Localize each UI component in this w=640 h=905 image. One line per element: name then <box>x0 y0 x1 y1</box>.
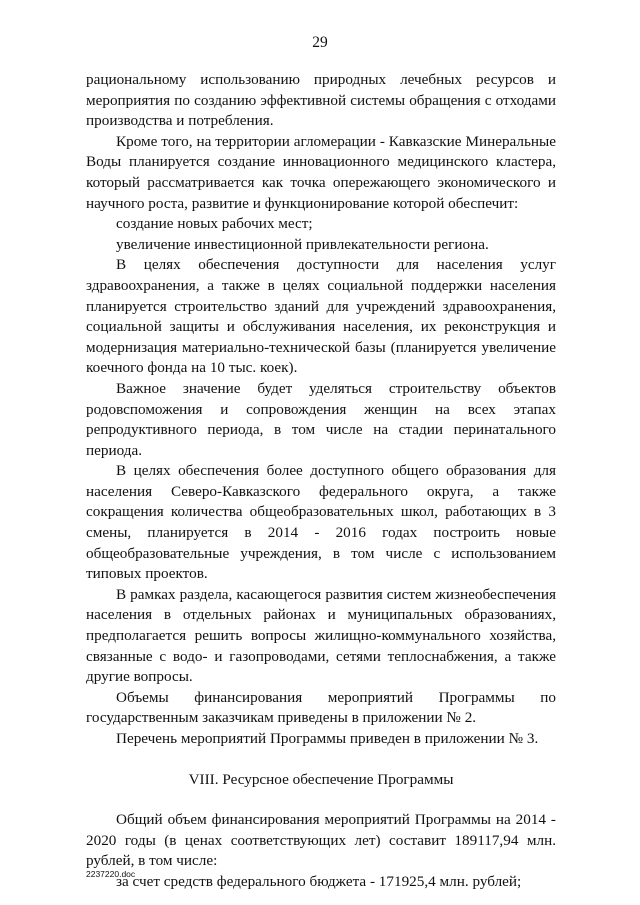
paragraph: В рамках раздела, касающегося развития систем жизнеобеспечения населения в отдельных районах и муниципальных образованиях, предполагается решить вопросы жилищно-коммунального хозяйства, связанные с водо- и газопроводами, сетями теплоснабжения, а также другие вопросы. <box>86 585 556 686</box>
paragraph: В целях обеспечения доступности для населения услуг здравоохранения, а также в целях социальной поддержки населения планируется строительство зданий для учреждений здравоохранения, социальной защиты и обслуживания населения, их реконструкция и модернизация материально-технической базы (планируется увеличение коечного фонда на 10 тыс. коек). <box>86 256 556 377</box>
paragraph: Объемы финансирования мероприятий Программы по государственным заказчикам приведены в приложении № 2. <box>86 688 556 727</box>
page-number: 29 <box>312 34 328 51</box>
section-heading: VIII. Ресурсное обеспечение Программы <box>188 770 454 788</box>
paragraph: Перечень мероприятий Программы приведен в приложении № 3. <box>116 730 539 747</box>
paragraph: Кроме того, на территории агломерации - Кавказские Минеральные Воды планируется создание инновационного медицинского кластера, который рассматривается как точка опережающего экономического и научного роста, развитие и функционирование которой обеспечит: <box>86 132 556 212</box>
footer-doc-code: 2237220.doc <box>86 869 136 879</box>
paragraph: увеличение инвестиционной привлекательности региона. <box>116 235 489 253</box>
paragraph: Общий объем финансирования мероприятий Программы на 2014 - 2020 годы (в ценах соответствующих лет) составит 189117,94 млн. рублей, в том числе: <box>86 811 556 870</box>
paragraph: создание новых рабочих мест; <box>116 215 313 233</box>
paragraph: Важное значение будет уделяться строительству объектов родовспоможения и сопровождения женщин на всех этапах репродуктивного периода, в том числе на стадии перинатального периода. <box>86 379 556 459</box>
paragraph: за счет средств федерального бюджета - 171925,4 млн. рублей; <box>116 872 522 890</box>
paragraph: рациональному использованию природных лечебных ресурсов и мероприятия по созданию эффективной системы обращения с отходами производства и потребления. <box>86 71 556 130</box>
document-body <box>86 70 556 893</box>
paragraph: В целях обеспечения более доступного общего образования для населения Северо-Кавказского федерального округа, а также сокращения количества общеобразовательных школ, работающих в 3 смены, планируется в 2014 - 2016 годах построить новые общеобразовательные учреждения, в том числе с использованием типовых проектов. <box>86 462 556 583</box>
